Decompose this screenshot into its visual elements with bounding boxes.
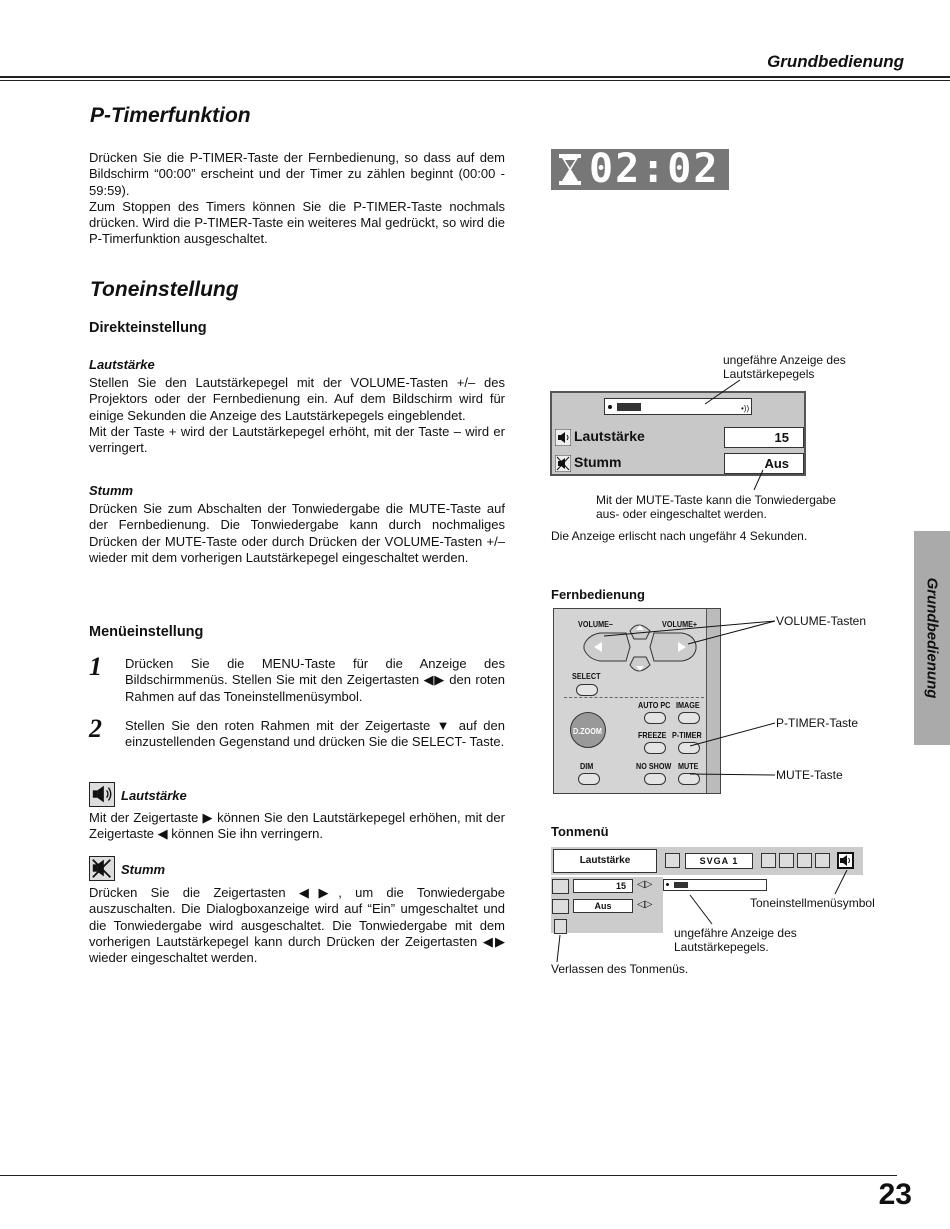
freeze-button[interactable] [644, 742, 666, 754]
callout-volume: VOLUME-Tasten [776, 614, 867, 628]
callout-mute: MUTE-Taste [776, 768, 843, 782]
ptimer-text [89, 150, 505, 248]
dim-button[interactable] [578, 773, 600, 785]
tonmenu-source: SVGA 1 [685, 853, 753, 869]
icon-lautstaerke-title: Lautstärke [121, 788, 187, 803]
tonmenu-value-lautstaerke: 15 [573, 879, 633, 893]
remote-label-select: SELECT [572, 671, 601, 681]
remote-title: Fernbedienung [551, 587, 645, 602]
speaker-icon [89, 782, 115, 807]
step1-para: Drücken Sie die MENU-Taste für die Anzeige des Bildschirmmenüs. Stellen Sie mit den Zeigertasten ◀▶ den roten Rahmen auf das Toneinstellmenüsymbol. [125, 656, 505, 704]
icon-stumm-para: Drücken Sie die Zeigertasten ◀▶, um die Tonwiedergabe auszuschalten. Die Dialogboxanzeige wird auf “Ein” umgeschaltet und die Tonwiedergabe wird ausgeschaltet. Die Tonwiedergabe mit dem vorherigen Lautstärkepegel kann durch Drücken der Zeigertasten ◀▶ wieder eingeschaltet werden. [89, 885, 505, 966]
lautstaerke-text [89, 375, 505, 456]
remote-label-autopc: AUTO PC [638, 700, 671, 710]
remote-label-vol-plus: VOLUME+ [662, 619, 698, 629]
sound-menu-icon[interactable] [837, 852, 854, 869]
volume-level-bar: •)) [604, 398, 752, 415]
mute-icon [555, 455, 571, 472]
ptimer-display [551, 146, 729, 192]
step2-number: 2 [89, 714, 102, 743]
adjust-arrows-icon[interactable]: ◁▷ [637, 879, 653, 890]
speaker-icon[interactable] [552, 879, 569, 894]
image-icon[interactable] [779, 853, 794, 868]
callout-ptimer: P-TIMER-Taste [776, 716, 859, 730]
mute-button[interactable] [678, 773, 700, 785]
remote-label-image: IMAGE [676, 700, 700, 710]
enter-icon[interactable] [665, 853, 680, 868]
ptimer-para1: Drücken Sie die P-TIMER-Taste der Fernbedienung, so dass auf dem Bildschirm “00:00” erscheint und der Timer zu zählen beginnt (00:00 - 59:59). [89, 150, 505, 198]
volume-level-fill [617, 403, 641, 411]
callout-level: ungefähre Anzeige des Lautstärkepegels. [674, 926, 797, 954]
side-tab [914, 531, 950, 745]
ptimer-button[interactable] [678, 742, 700, 754]
footer-rule [0, 1175, 897, 1176]
icon-stumm-title: Stumm [121, 862, 166, 877]
image-button[interactable] [678, 712, 700, 724]
lautstaerke-para2: Mit der Taste + wird der Lautstärkepegel erhöht, mit der Taste – wird er verringert. [89, 423, 505, 456]
osd-value-lautstaerke: 15 [724, 427, 804, 448]
volume-osd [550, 391, 806, 476]
timer-digits: 02:02 [589, 146, 720, 192]
osd-value-stumm: Aus [724, 453, 804, 474]
step1-text [125, 656, 505, 705]
side-tab-label: Grundbedienung [923, 577, 941, 699]
speaker-icon [555, 429, 571, 446]
ptimer-para2: Zum Stoppen des Timers können Sie die P-TIMER-Taste nochmals drücken. Wird die P-TIMER-Taste ein weiteres Mal gedrückt, so wird die P-Timerfunktion ausgeschaltet. [89, 198, 505, 247]
stumm-title: Stumm [89, 483, 134, 498]
autopc-button[interactable] [644, 712, 666, 724]
ptimer-title: P-Timerfunktion [90, 104, 251, 127]
remote-illustration [553, 608, 721, 794]
lautstaerke-para1: Stellen Sie den Lautstärkepegel mit der VOLUME-Tasten +/– des Projektors oder der Fernbedienung ein. Auf dem Bildschirm wird für einige Sekunden die Anzeige des Lautstärkepegels eingeblendet. [89, 375, 505, 423]
remote-label-dzoom: D.ZOOM [573, 726, 602, 736]
step2-para: Stellen Sie den roten Rahmen mit der Zeigertaste ▼ auf den einzustellenden Gegenstand und drücken Sie die SELECT- Taste. [125, 718, 505, 750]
screen-icon[interactable] [761, 853, 776, 868]
header-rule [0, 76, 950, 81]
icon-lautstaerke-para: Mit der Zeigertaste ▶ können Sie den Lautstärkepegel erhöhen, mit der Zeigertaste ◀ können Sie ihn verringern. [89, 810, 505, 842]
stumm-para: Drücken Sie zum Abschalten der Tonwiedergabe die MUTE-Taste auf der Fernbedienung. Die Tonwiedergabe kann durch nochmaliges Drücken der MUTE-Taste oder durch Drücken der VOLUME-Tasten +/– wieder mit dem vorherigen Lautstärkepegel eingeschaltet werden. [89, 501, 505, 565]
mute-icon [89, 856, 115, 881]
step1-number: 1 [89, 652, 102, 681]
running-header: Grundbedienung [767, 52, 904, 71]
lautstaerke-title: Lautstärke [89, 357, 155, 372]
remote-label-dim: DIM [580, 761, 594, 771]
select-button[interactable] [576, 684, 598, 696]
osd-label-lautstaerke: Lautstärke [574, 428, 645, 444]
remote-label-freeze: FREEZE [638, 730, 667, 740]
arrow-pad-icon [578, 617, 706, 679]
osd-callout-bottom: Mit der MUTE-Taste kann die Tonwiedergabe aus- oder eingeschaltet werden. [596, 493, 836, 521]
stumm-text [89, 501, 505, 566]
tonmenu-label: Lautstärke [553, 849, 657, 873]
remote-label-vol-minus: VOLUME– [578, 619, 613, 629]
callout-sound-icon: Toneinstellmenüsymbol [750, 896, 875, 910]
ton-title: Toneinstellung [90, 278, 239, 301]
osd-row-stumm [552, 451, 804, 477]
settings-icon[interactable] [797, 853, 812, 868]
exit-icon[interactable] [554, 919, 567, 934]
noshow-button[interactable] [644, 773, 666, 785]
page-number: 23 [878, 1178, 912, 1211]
icon-lautstaerke-text [89, 810, 505, 843]
tonmenu-illustration [551, 847, 863, 937]
icon-stumm-text [89, 885, 505, 966]
osd-label-stumm: Stumm [574, 454, 622, 470]
osd-note: Die Anzeige erlischt nach ungefähr 4 Sekunden. [551, 529, 808, 543]
tonmenu-level-bar [663, 879, 767, 891]
tonmenu-title: Tonmenü [551, 824, 609, 839]
menue-title: Menüeinstellung [89, 624, 204, 640]
step2-text [125, 718, 505, 751]
direkt-title: Direkteinstellung [89, 320, 207, 336]
tonmenu-value-stumm: Aus [573, 899, 633, 913]
page-icon[interactable] [815, 853, 830, 868]
remote-label-noshow: NO SHOW [636, 761, 672, 771]
remote-label-ptimer: P-TIMER [672, 730, 702, 740]
osd-callout-top: ungefähre Anzeige des Lautstärkepegels [723, 353, 846, 381]
mute-icon[interactable] [552, 899, 569, 914]
remote-label-mute: MUTE [678, 761, 699, 771]
callout-exit: Verlassen des Tonmenüs. [551, 962, 689, 976]
osd-row-lautstaerke [552, 425, 804, 451]
hourglass-icon [559, 154, 581, 185]
adjust-arrows-icon[interactable]: ◁▷ [637, 899, 653, 910]
